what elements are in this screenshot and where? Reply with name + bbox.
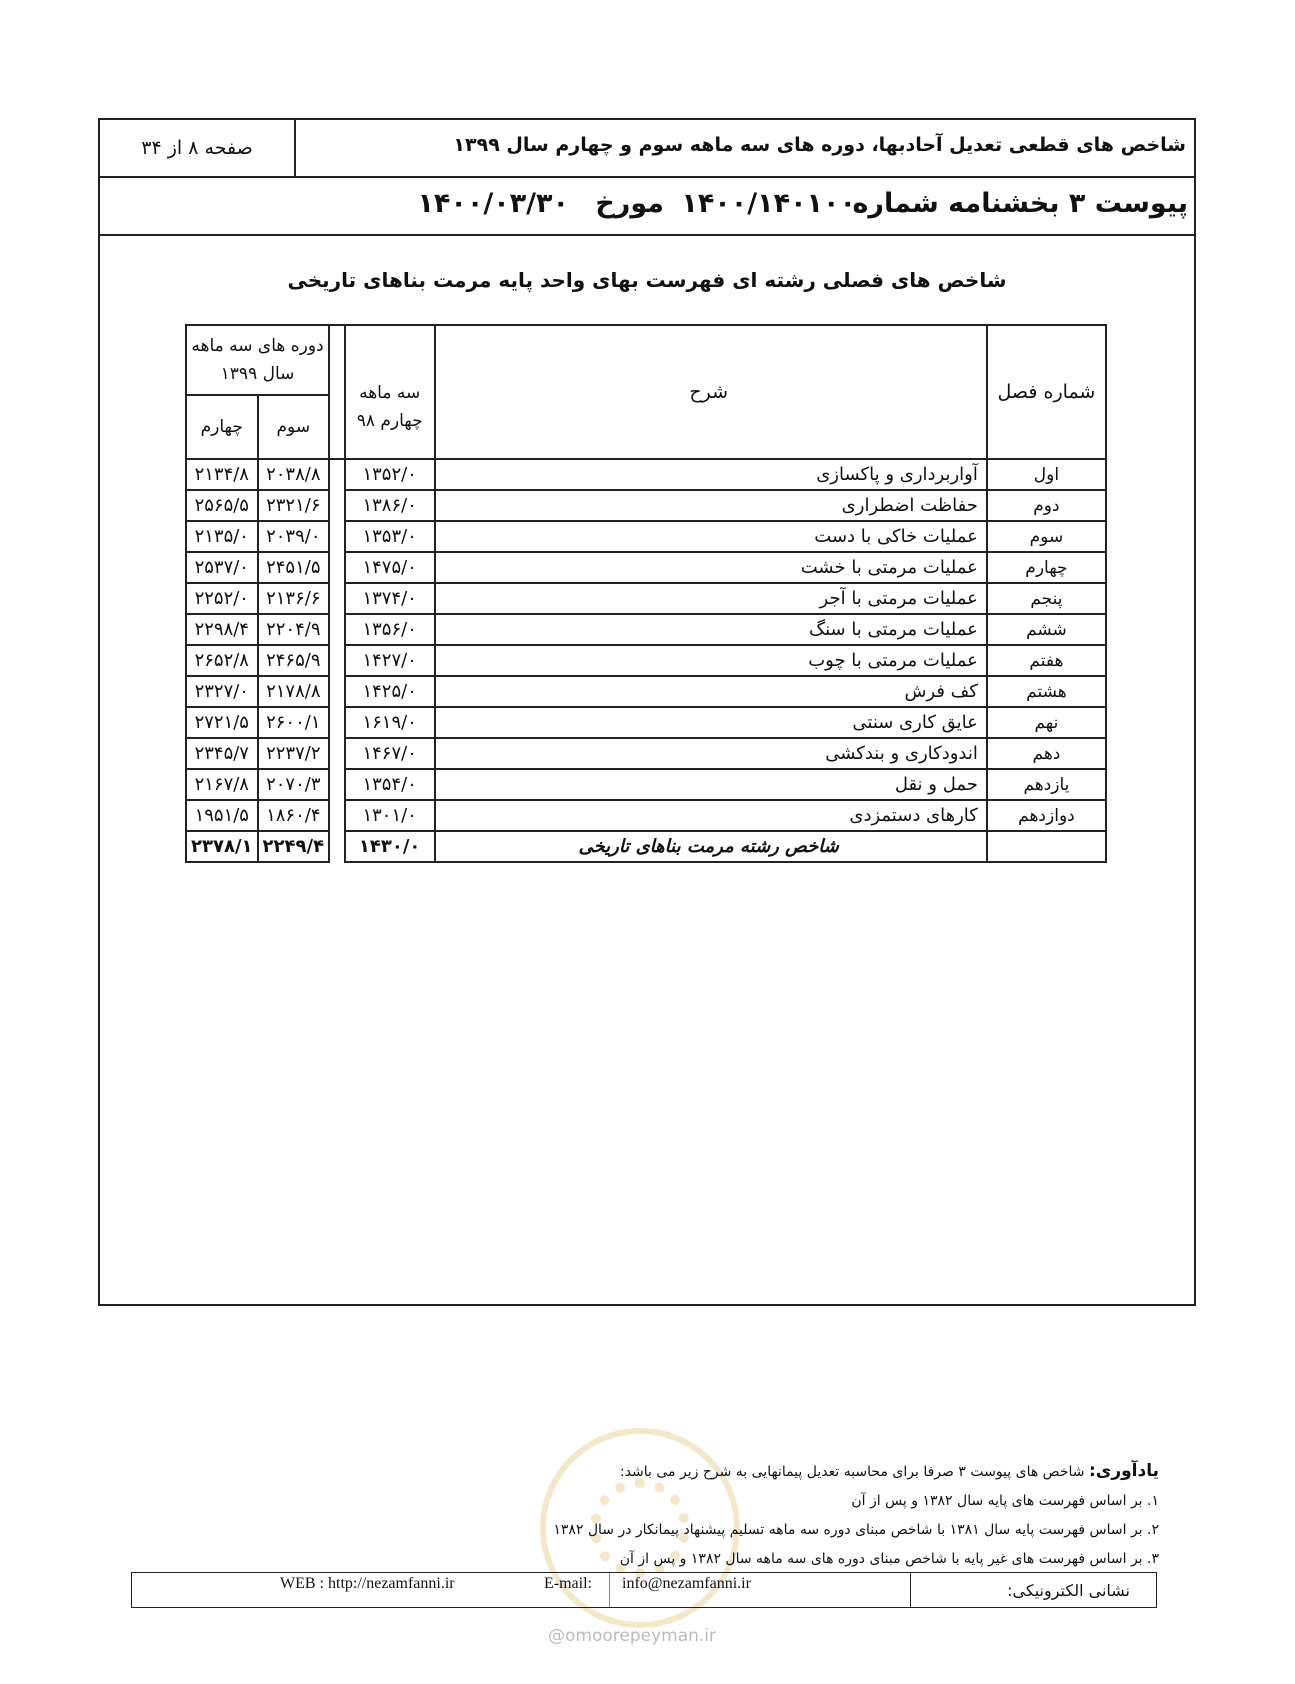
gap-cell — [329, 645, 345, 676]
gap-cell — [329, 707, 345, 738]
chapter-cell: نهم — [987, 707, 1106, 738]
chapter-cell: چهارم — [987, 552, 1106, 583]
circular-date: ۱۴۰۰/۰۳/۳۰ — [417, 188, 569, 219]
header-period-group — [186, 325, 329, 395]
q3-cell: ۱۸۶۰/۴ — [258, 800, 330, 831]
header-q4: چهارم — [186, 395, 258, 459]
header-description: شرح — [435, 325, 987, 459]
gap-cell — [329, 614, 345, 645]
q4-98-cell: ۱۴۲۵/۰ — [345, 676, 435, 707]
q3-cell: ۲۴۶۵/۹ — [258, 645, 330, 676]
header-q3: سوم — [258, 395, 330, 459]
description-cell: عملیات خاکی با دست — [435, 521, 987, 552]
description-cell: عملیات مرمتی با خشت — [435, 552, 987, 583]
table-row — [186, 614, 1106, 645]
q4-cell: ۲۱۳۵/۰ — [186, 521, 258, 552]
q3-cell: ۲۶۰۰/۱ — [258, 707, 330, 738]
note-item: ۲. بر اساس فهرست پایه سال ۱۳۸۱ با شاخص مبنای دوره سه ماهه تسلیم پیشنهاد پیمانکار در سال ۱۳۸۲ — [553, 1522, 1159, 1538]
header-period-line2: سال ۱۳۹۹ — [220, 364, 295, 384]
q4-cell: ۲۳۴۵/۷ — [186, 738, 258, 769]
notes-intro-line — [553, 1457, 1159, 1487]
q4-98-cell: ۱۴۲۷/۰ — [345, 645, 435, 676]
gap-cell — [329, 831, 345, 862]
description-cell: کارهای دستمزدی — [435, 800, 987, 831]
q4-98-cell: ۱۴۷۵/۰ — [345, 552, 435, 583]
header-row-title — [100, 120, 1194, 178]
description-cell: عملیات مرمتی با سنگ — [435, 614, 987, 645]
notes-section — [553, 1457, 1159, 1574]
gap-cell — [329, 738, 345, 769]
gap-cell — [329, 521, 345, 552]
page-frame — [98, 118, 1196, 1306]
q3-cell: ۲۲۳۷/۲ — [258, 738, 330, 769]
chapter-cell: پنجم — [987, 583, 1106, 614]
description-cell: حمل و نقل — [435, 769, 987, 800]
footer-contact — [131, 1572, 1157, 1608]
table-row — [186, 800, 1106, 831]
gap-cell — [329, 459, 345, 490]
chapter-cell: سوم — [987, 521, 1106, 552]
q4-98-cell: ۱۳۵۳/۰ — [345, 521, 435, 552]
description-cell: آواربرداری و پاکسازی — [435, 459, 987, 490]
q3-cell: ۲۲۰۴/۹ — [258, 614, 330, 645]
q4-98-cell: ۱۴۶۷/۰ — [345, 738, 435, 769]
table-row — [186, 769, 1106, 800]
table-row — [186, 459, 1106, 490]
q3-cell: ۲۴۵۱/۵ — [258, 552, 330, 583]
description-cell: عایق کاری سنتی — [435, 707, 987, 738]
q4-98-cell: ۱۳۵۲/۰ — [345, 459, 435, 490]
total-description-cell: شاخص رشته مرمت بناهای تاریخی — [435, 831, 987, 862]
q4-cell: ۲۲۵۲/۰ — [186, 583, 258, 614]
table-row — [186, 521, 1106, 552]
total-row — [186, 831, 1106, 862]
page-number: صفحه ۸ از ۳۴ — [100, 120, 296, 176]
note-item: ۳. بر اساس فهرست های غیر پایه با شاخص مبنای دوره های سه ماهه سال ۱۳۸۲ و پس از آن — [619, 1551, 1159, 1567]
total-q3-cell: ۲۲۴۹/۴ — [258, 831, 330, 862]
description-cell: عملیات مرمتی با چوب — [435, 645, 987, 676]
footer-email-label: E-mail: — [544, 1575, 592, 1592]
q4-98-cell: ۱۶۱۹/۰ — [345, 707, 435, 738]
description-cell: عملیات مرمتی با آجر — [435, 583, 987, 614]
note-item: ۱. بر اساس فهرست های پایه سال ۱۳۸۲ و پس از آن — [851, 1493, 1159, 1509]
footer-web-link[interactable]: WEB : http://nezamfanni.ir — [280, 1575, 455, 1592]
chapter-cell: دهم — [987, 738, 1106, 769]
q3-cell: ۲۳۲۱/۶ — [258, 490, 330, 521]
chapter-cell: ششم — [987, 614, 1106, 645]
header-row-circular — [100, 178, 1194, 236]
chapter-cell: هفتم — [987, 645, 1106, 676]
notes-intro: شاخص های پیوست ۳ صرفا برای محاسبه تعدیل پیمانهایی به شرح زیر می باشد: — [619, 1464, 1085, 1480]
annex-label: پیوست ۳ بخشنامه شماره — [852, 188, 1188, 219]
q4-cell: ۲۷۲۱/۵ — [186, 707, 258, 738]
table-title: شاخص های فصلی رشته ای فهرست بهای واحد پایه مرمت بناهای تاریخی — [287, 268, 1007, 292]
q4-cell: ۱۹۵۱/۵ — [186, 800, 258, 831]
q4-cell: ۲۶۵۲/۸ — [186, 645, 258, 676]
q4-cell: ۲۲۹۸/۴ — [186, 614, 258, 645]
table-row — [186, 490, 1106, 521]
table-row — [186, 738, 1106, 769]
q3-cell: ۲۰۷۰/۳ — [258, 769, 330, 800]
header-q4-98 — [345, 325, 435, 459]
gap-cell — [329, 800, 345, 831]
header-gap — [329, 325, 345, 459]
q4-98-cell: ۱۳۵۶/۰ — [345, 614, 435, 645]
chapter-cell: دوم — [987, 490, 1106, 521]
description-cell: اندودکاری و بندکشی — [435, 738, 987, 769]
footer-label: نشانی الکترونیکی: — [910, 1573, 1156, 1607]
circular-number: ۱۴۰۰/۱۴۰۱۰۰ — [681, 188, 856, 219]
table-row — [186, 707, 1106, 738]
table-row — [186, 676, 1106, 707]
table-row — [186, 583, 1106, 614]
total-q4-98-cell: ۱۴۳۰/۰ — [345, 831, 435, 862]
header-period-line1: دوره های سه ماهه — [191, 336, 324, 356]
total-chapter-cell — [987, 831, 1106, 862]
q3-cell: ۲۰۳۸/۸ — [258, 459, 330, 490]
footer-email-link[interactable]: info@nezamfanni.ir — [622, 1575, 751, 1592]
q4-cell: ۲۵۳۷/۰ — [186, 552, 258, 583]
document-title: شاخص های قطعی تعدیل آحادبها، دوره های سه ماهه سوم و چهارم سال ۱۳۹۹ — [453, 134, 1186, 156]
q4-98-cell: ۱۳۸۶/۰ — [345, 490, 435, 521]
q4-cell: ۲۳۲۷/۰ — [186, 676, 258, 707]
q4-cell: ۲۱۳۴/۸ — [186, 459, 258, 490]
q3-cell: ۲۰۳۹/۰ — [258, 521, 330, 552]
q3-cell: ۲۱۳۶/۶ — [258, 583, 330, 614]
dated-label: مورخ — [595, 188, 664, 219]
footer-divider — [609, 1573, 610, 1607]
table-row — [186, 645, 1106, 676]
credit-watermark: @omoorepeyman.ir — [548, 1626, 717, 1646]
header-chapter: شماره فصل — [987, 325, 1106, 459]
header-q4-98-text: سه ماهه چهارم ۹۸ — [356, 383, 423, 431]
q4-98-cell: ۱۳۰۱/۰ — [345, 800, 435, 831]
index-table — [185, 324, 1107, 863]
chapter-cell: اول — [987, 459, 1106, 490]
gap-cell — [329, 583, 345, 614]
gap-cell — [329, 676, 345, 707]
q4-cell: ۲۵۶۵/۵ — [186, 490, 258, 521]
table-row — [186, 552, 1106, 583]
gap-cell — [329, 769, 345, 800]
total-q4-cell: ۲۳۷۸/۱ — [186, 831, 258, 862]
notes-label: یادآوری: — [1088, 1461, 1159, 1481]
q4-98-cell: ۱۳۵۴/۰ — [345, 769, 435, 800]
q3-cell: ۲۱۷۸/۸ — [258, 676, 330, 707]
description-cell: کف فرش — [435, 676, 987, 707]
q4-cell: ۲۱۶۷/۸ — [186, 769, 258, 800]
chapter-cell: یازدهم — [987, 769, 1106, 800]
chapter-cell: دوازدهم — [987, 800, 1106, 831]
gap-cell — [329, 490, 345, 521]
chapter-cell: هشتم — [987, 676, 1106, 707]
description-cell: حفاظت اضطراری — [435, 490, 987, 521]
gap-cell — [329, 552, 345, 583]
q4-98-cell: ۱۳۷۴/۰ — [345, 583, 435, 614]
